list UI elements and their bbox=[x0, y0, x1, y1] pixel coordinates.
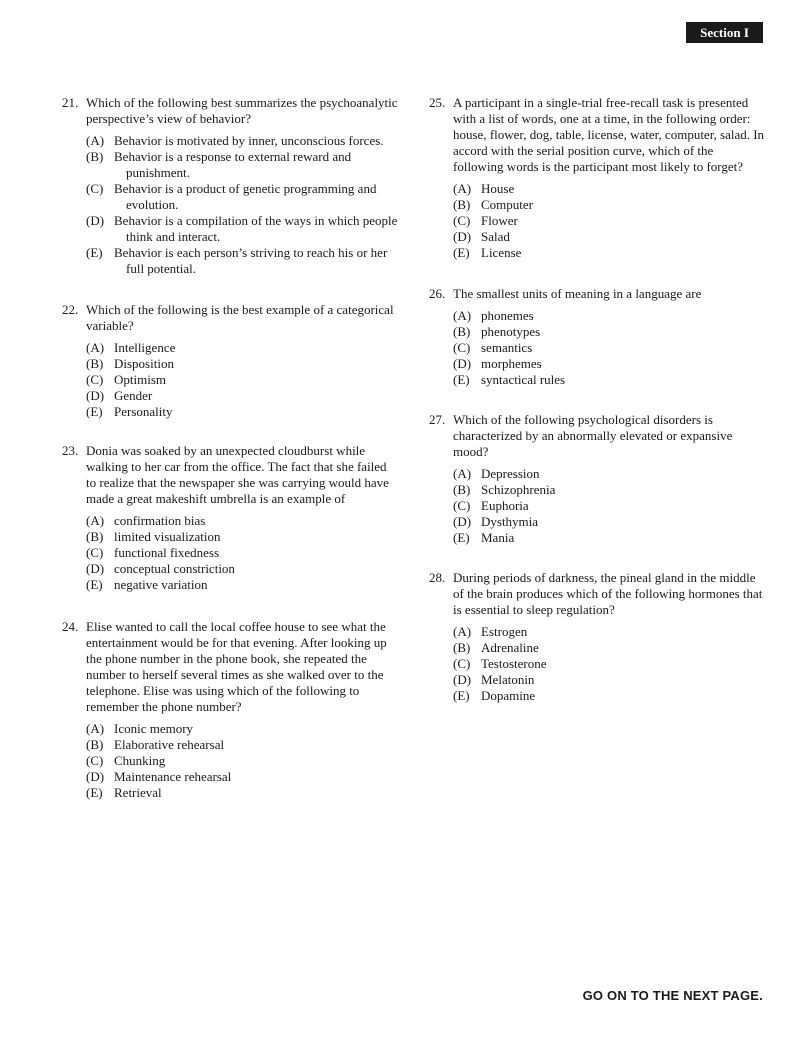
choice-text: Behavior is motivated by inner, unconscious forces. bbox=[114, 133, 384, 148]
question-24 bbox=[62, 619, 398, 801]
answer-choice[interactable] bbox=[86, 356, 398, 372]
answer-choices bbox=[86, 340, 398, 420]
choice-text: Elaborative rehearsal bbox=[114, 737, 225, 752]
choice-letter: (E) bbox=[86, 245, 103, 260]
choice-letter: (A) bbox=[86, 721, 105, 736]
choice-letter: (C) bbox=[86, 753, 104, 768]
choice-text: Retrieval bbox=[114, 785, 162, 800]
choice-letter: (E) bbox=[453, 688, 470, 703]
answer-choice[interactable] bbox=[453, 213, 765, 229]
question-stem: During periods of darkness, the pineal gland in the middle of the brain produces which of the following hormones that is essential to sleep regulation? bbox=[453, 570, 763, 617]
question-25 bbox=[429, 95, 765, 286]
answer-choice[interactable] bbox=[86, 577, 398, 593]
choice-text: Adrenaline bbox=[481, 640, 539, 655]
choice-text: Behavior is a response to external reward and punishment. bbox=[114, 149, 352, 180]
answer-choice[interactable] bbox=[86, 529, 398, 545]
answer-choice[interactable] bbox=[453, 656, 765, 672]
answer-choice[interactable] bbox=[453, 514, 765, 530]
answer-choice[interactable] bbox=[86, 133, 398, 149]
answer-choice[interactable] bbox=[453, 640, 765, 656]
question-21 bbox=[62, 95, 398, 302]
choice-text: Disposition bbox=[114, 356, 174, 371]
answer-choice[interactable] bbox=[86, 404, 398, 420]
choice-letter: (B) bbox=[86, 737, 104, 752]
choice-letter: (E) bbox=[453, 245, 470, 260]
answer-choices bbox=[86, 513, 398, 593]
choice-letter: (D) bbox=[86, 561, 105, 576]
answer-choice[interactable] bbox=[86, 388, 398, 404]
question-28 bbox=[429, 570, 765, 704]
choice-letter: (C) bbox=[453, 213, 471, 228]
answer-choice[interactable] bbox=[86, 721, 398, 737]
choice-text: Computer bbox=[481, 197, 533, 212]
answer-choice[interactable] bbox=[86, 753, 398, 769]
question-26 bbox=[429, 286, 765, 412]
answer-choice[interactable] bbox=[86, 149, 398, 181]
choice-text: Euphoria bbox=[481, 498, 529, 513]
question-stem: Elise wanted to call the local coffee house to see what the entertainment would be for that evening. After looking up the phone number in the phone book, she repeated the number to herself several times as she walked over to the telephone. Elise was using which of the following to remember the phone number? bbox=[86, 619, 387, 714]
answer-choice[interactable] bbox=[453, 308, 765, 324]
choice-text: Salad bbox=[481, 229, 510, 244]
next-page-notice: GO ON TO THE NEXT PAGE. bbox=[582, 988, 763, 1003]
choice-text: syntactical rules bbox=[481, 372, 566, 387]
choice-text: Behavior is a product of genetic programming and evolution. bbox=[114, 181, 377, 212]
choice-text: morphemes bbox=[481, 356, 542, 371]
question-number: 26. bbox=[429, 286, 446, 301]
answer-choice[interactable] bbox=[86, 737, 398, 753]
choice-letter: (B) bbox=[453, 482, 471, 497]
answer-choice[interactable] bbox=[453, 229, 765, 245]
choice-letter: (D) bbox=[453, 672, 472, 687]
question-stem: The smallest units of meaning in a language are bbox=[453, 286, 702, 301]
answer-choices bbox=[453, 308, 765, 388]
choice-text: Behavior is each person’s striving to reach his or her full potential. bbox=[114, 245, 388, 276]
choice-text: Maintenance rehearsal bbox=[114, 769, 232, 784]
choice-text: Chunking bbox=[114, 753, 166, 768]
choice-letter: (A) bbox=[86, 340, 105, 355]
answer-choice[interactable] bbox=[453, 372, 765, 388]
answer-choice[interactable] bbox=[453, 197, 765, 213]
question-22 bbox=[62, 302, 398, 443]
answer-choices bbox=[453, 181, 765, 261]
choice-text: semantics bbox=[481, 340, 533, 355]
choice-letter: (A) bbox=[453, 466, 472, 481]
question-27 bbox=[429, 412, 765, 570]
section-label: Section I bbox=[686, 22, 763, 43]
choice-text: Intelligence bbox=[114, 340, 176, 355]
question-number: 28. bbox=[429, 570, 446, 585]
left-column bbox=[62, 95, 398, 801]
choice-text: Gender bbox=[114, 388, 153, 403]
choice-text: phonemes bbox=[481, 308, 534, 323]
answer-choices bbox=[86, 133, 398, 277]
question-stem: Donia was soaked by an unexpected cloudburst while walking to her car from the office. The fact that she failed to realize that the newspaper she was carrying would have made a great makeshift umbrella is an example of bbox=[86, 443, 389, 506]
choice-text: Estrogen bbox=[481, 624, 528, 639]
answer-choices bbox=[453, 466, 765, 546]
answer-choice[interactable] bbox=[453, 624, 765, 640]
choice-text: Schizophrenia bbox=[481, 482, 556, 497]
answer-choice[interactable] bbox=[453, 324, 765, 340]
choice-letter: (C) bbox=[86, 181, 104, 196]
choice-letter: (B) bbox=[86, 529, 104, 544]
answer-choice[interactable] bbox=[453, 356, 765, 372]
answer-choice[interactable] bbox=[86, 561, 398, 577]
answer-choice[interactable] bbox=[86, 181, 398, 213]
choice-letter: (C) bbox=[86, 372, 104, 387]
choice-letter: (D) bbox=[86, 769, 105, 784]
choice-text: Personality bbox=[114, 404, 173, 419]
choice-text: negative variation bbox=[114, 577, 208, 592]
choice-text: phenotypes bbox=[481, 324, 541, 339]
answer-choice[interactable] bbox=[453, 340, 765, 356]
answer-choice[interactable] bbox=[453, 245, 765, 261]
choice-text: Behavior is a compilation of the ways in which people think and interact. bbox=[114, 213, 398, 244]
answer-choice[interactable] bbox=[86, 545, 398, 561]
answer-choice[interactable] bbox=[86, 513, 398, 529]
answer-choice[interactable] bbox=[453, 688, 765, 704]
choice-letter: (B) bbox=[453, 640, 471, 655]
choice-letter: (E) bbox=[86, 577, 103, 592]
choice-letter: (B) bbox=[453, 197, 471, 212]
answer-choice[interactable] bbox=[86, 785, 398, 801]
question-number: 27. bbox=[429, 412, 446, 427]
answer-choice[interactable] bbox=[453, 466, 765, 482]
choice-text: Optimism bbox=[114, 372, 167, 387]
choice-text: confirmation bias bbox=[114, 513, 206, 528]
choice-letter: (B) bbox=[86, 356, 104, 371]
choice-letter: (C) bbox=[453, 340, 471, 355]
choice-text: Mania bbox=[481, 530, 515, 545]
choice-letter: (C) bbox=[453, 498, 471, 513]
answer-choice[interactable] bbox=[86, 372, 398, 388]
choice-letter: (C) bbox=[86, 545, 104, 560]
choice-letter: (D) bbox=[86, 388, 105, 403]
question-23 bbox=[62, 443, 398, 619]
question-stem: Which of the following best summarizes the psychoanalytic perspective’s view of behavior? bbox=[86, 95, 398, 126]
choice-letter: (E) bbox=[453, 372, 470, 387]
choice-text: Depression bbox=[481, 466, 540, 481]
choice-letter: (A) bbox=[453, 624, 472, 639]
answer-choices bbox=[453, 624, 765, 704]
choice-letter: (E) bbox=[86, 785, 103, 800]
choice-letter: (A) bbox=[453, 181, 472, 196]
answer-choice[interactable] bbox=[453, 672, 765, 688]
choice-text: Testosterone bbox=[481, 656, 547, 671]
choice-letter: (D) bbox=[453, 514, 472, 529]
choice-letter: (D) bbox=[86, 213, 105, 228]
answer-choice[interactable] bbox=[453, 181, 765, 197]
choice-letter: (A) bbox=[453, 308, 472, 323]
question-number: 25. bbox=[429, 95, 446, 110]
choice-letter: (A) bbox=[86, 133, 105, 148]
question-number: 24. bbox=[62, 619, 79, 634]
choice-text: Iconic memory bbox=[114, 721, 194, 736]
choice-letter: (B) bbox=[86, 149, 104, 164]
choice-letter: (C) bbox=[453, 656, 471, 671]
answer-choice[interactable] bbox=[86, 769, 398, 785]
answer-choice[interactable] bbox=[453, 530, 765, 546]
choice-text: Melatonin bbox=[481, 672, 535, 687]
answer-choice[interactable] bbox=[453, 482, 765, 498]
choice-text: Dysthymia bbox=[481, 514, 539, 529]
answer-choice[interactable] bbox=[86, 245, 398, 277]
choice-letter: (E) bbox=[86, 404, 103, 419]
question-stem: Which of the following is the best example of a categorical variable? bbox=[86, 302, 394, 333]
question-number: 22. bbox=[62, 302, 79, 317]
question-stem: A participant in a single-trial free-recall task is presented with a list of words, one at a time, in the following order: house, flower, dog, table, license, water, computer, salad. In accord with the serial position curve, which of the following words is the participant most likely to forget? bbox=[453, 95, 765, 174]
choice-letter: (B) bbox=[453, 324, 471, 339]
choice-text: conceptual constriction bbox=[114, 561, 235, 576]
question-stem: Which of the following psychological disorders is characterized by an abnormally elevated or expansive mood? bbox=[453, 412, 733, 459]
answer-choice[interactable] bbox=[86, 213, 398, 245]
answer-choices bbox=[86, 721, 398, 801]
choice-text: functional fixedness bbox=[114, 545, 220, 560]
right-column bbox=[429, 95, 765, 704]
choice-letter: (A) bbox=[86, 513, 105, 528]
choice-text: License bbox=[481, 245, 522, 260]
choice-text: limited visualization bbox=[114, 529, 221, 544]
answer-choice[interactable] bbox=[453, 498, 765, 514]
choice-text: Flower bbox=[481, 213, 518, 228]
choice-text: Dopamine bbox=[481, 688, 536, 703]
choice-letter: (E) bbox=[453, 530, 470, 545]
question-number: 23. bbox=[62, 443, 79, 458]
choice-text: House bbox=[481, 181, 515, 196]
answer-choice[interactable] bbox=[86, 340, 398, 356]
choice-letter: (D) bbox=[453, 229, 472, 244]
question-number: 21. bbox=[62, 95, 79, 110]
choice-letter: (D) bbox=[453, 356, 472, 371]
